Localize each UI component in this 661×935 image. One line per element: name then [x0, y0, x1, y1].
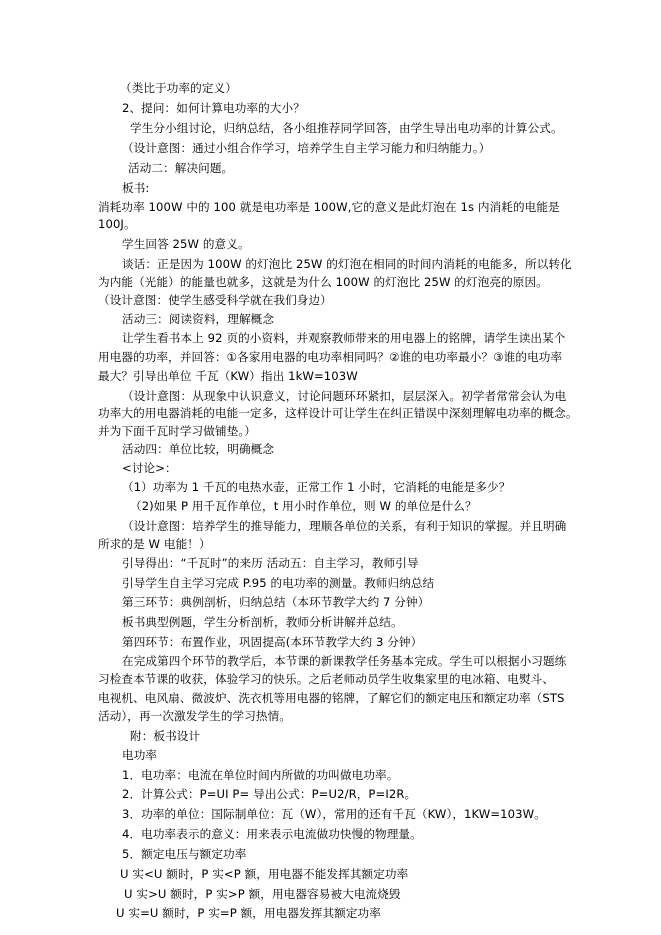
text-line: 功率大的用电器消耗的电能一定多，这样设计可让学生在纠正错误中深刻理解电功率的概念。: [98, 406, 578, 420]
text-line: U 实=U 额时，P 实=P 额，用电器发挥其额定功率: [116, 906, 381, 920]
text-line: 引导得出：“千瓦时”的来历 活动五：自主学习，教师引导: [122, 556, 419, 570]
text-line: （类比于功率的定义）: [120, 81, 237, 95]
text-line: 板书:: [122, 181, 150, 195]
text-line: （设计意图：培养学生的推导能力，理顺各单位的关系，有利于知识的掌握。并且明确: [122, 519, 567, 533]
text-line: 为内能（光能）的能量也就多，这就是为什么 100W 的灯泡比 25W 的灯泡亮的原因。: [98, 275, 548, 289]
text-line: 2．计算公式：P=UI P= 导出公式：P=U2/R，P=I2R。: [122, 787, 417, 801]
text-line: 第三环节：典例剖析，归纳总结（本环节教学大约 7 分钟）: [122, 595, 430, 609]
text-line: （2)如果 P 用千瓦作单位，t 用小时作单位，则 W 的单位是什么？: [130, 499, 477, 513]
text-line: 3．功率的单位：国际制单位：瓦（W），常用的还有千瓦（KW），1KW=103W。: [122, 807, 546, 821]
text-line: 谈话：正是因为 100W 的灯泡比 25W 的灯泡在相同的时间内消耗的电能多，所以转化: [122, 257, 572, 271]
text-line: 在完成第四个环节的教学后，本节课的新课教学任务基本完成。学生可以根据小习题练: [122, 654, 567, 668]
text-line: 100J。: [98, 217, 136, 231]
text-line: 电视机、电风扇、微波炉、洗衣机等用电器的铭牌，了解它们的额定电压和额定功率（STS: [98, 691, 565, 705]
text-line: （设计意图：从现象中认识意义，讨论问题环环紧扣，层层深入。初学者常常会认为电: [122, 389, 567, 403]
text-line: 学生分小组讨论，归纳总结，各小组推荐同学回答，由学生导出电功率的计算公式。: [130, 121, 563, 135]
text-line: 习检查本节课的收获，体验学习的快乐。之后老师动员学生收集家里的电冰箱、电熨斗、: [98, 672, 555, 686]
text-line: 活动三：阅读资料，理解概念: [122, 312, 275, 326]
text-line: 活动），再一次激发学生的学习热情。: [98, 709, 291, 723]
text-line: 所求的是 W 电能！）: [98, 537, 211, 551]
text-line: 第四环节：布置作业，巩固提高(本环节教学大约 3 分钟）: [122, 635, 423, 649]
text-line: 5．额定电压与额定功率: [122, 847, 247, 861]
text-line: 最大？引导出单位 千瓦（KW）指出 1kW=103W: [98, 369, 358, 383]
text-line: <讨论>：: [122, 461, 177, 475]
text-line: 消耗功率 100W 中的 100 就是电功率是 100W,它的意义是此灯泡在 1s 内消耗的电能是: [98, 200, 560, 214]
text-line: 1．电功率：电流在单位时间内所做的功叫做电功率。: [122, 768, 399, 782]
text-line: 活动二：解决问题。: [128, 161, 234, 175]
text-line: 并为下面千瓦时学习做铺垫。）: [98, 424, 256, 438]
text-line: 4．电功率表示的意义：用来表示电流做功快慢的物理量。: [122, 827, 422, 841]
text-line: 学生回答 25W 的意义。: [122, 237, 250, 251]
text-line: 让学生看书本上 92 页的小资料，并观察教师带来的用电器上的铭牌，请学生读出某个: [122, 331, 566, 345]
text-line: U 实<U 额时，P 实<P 额，用电器不能发挥其额定功率: [120, 867, 409, 881]
text-line: 附：板书设计: [130, 729, 201, 743]
text-line: 板书典型例题，学生分析剖析，教师分析讲解并总结。: [122, 615, 403, 629]
text-line: （1）功率为 1 千瓦的电热水壶，正常工作 1 小时，它消耗的电能是多少？: [122, 480, 511, 494]
text-line: 活动四：单位比较，明确概念: [122, 442, 275, 456]
text-line: U 实>U 额时，P 实>P 额，用电器容易被大电流烧毁: [124, 887, 401, 901]
text-line: 电功率: [122, 748, 158, 762]
text-line: 2、提问：如何计算电功率的大小？: [122, 101, 305, 115]
text-line: （设计意图：使学生感受科学就在我们身边）: [98, 293, 332, 307]
text-line: 用电器的功率，并回答：①各家用电器的电功率相同吗？②谁的电功率最小？③谁的电功率: [98, 350, 563, 364]
text-line: 引导学生自主学习完成 P.95 的电功率的测量。教师归纳总结: [122, 576, 435, 590]
text-line: （设计意图：通过小组合作学习，培养学生自主学习能力和归纳能力。）: [122, 141, 491, 155]
